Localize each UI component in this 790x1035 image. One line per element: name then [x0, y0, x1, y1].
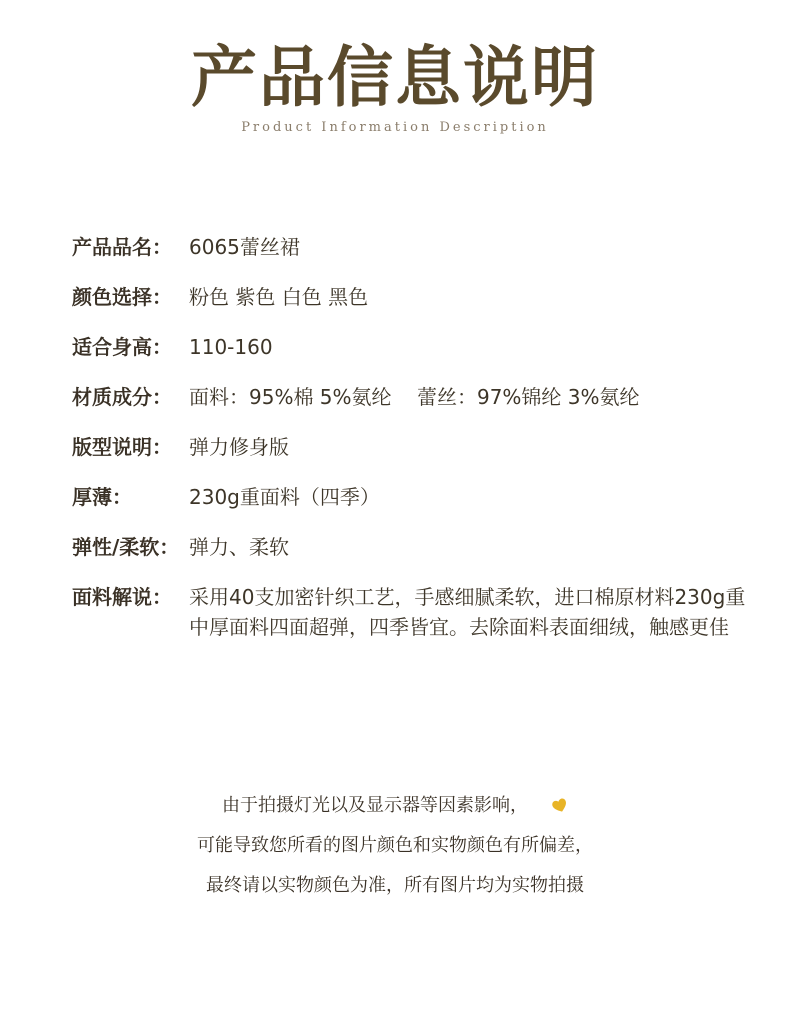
spec-value: 采用40支加密针织工艺，手感细腻柔软，进口棉原材料230g重中厚面料四面超弹，四季皆宜。去除面料表面细绒，触感更佳 [189, 585, 746, 639]
color-disclaimer [0, 793, 790, 913]
disclaimer-line-3: 最终请以实物颜色为准，所有图片均为实物拍摄 [206, 875, 584, 896]
spec-label: 版型说明： [72, 435, 172, 459]
spec-value: 弹力、柔软 [189, 535, 289, 559]
spec-label: 材质成分： [72, 385, 172, 409]
spec-row-thickness [72, 482, 762, 512]
page-title: 产品信息说明 [191, 39, 599, 116]
spec-label: 适合身高： [72, 335, 172, 359]
heart-icon [552, 798, 568, 814]
page-subtitle: Product Information Description [241, 120, 549, 135]
disclaimer-line-1 [0, 793, 790, 819]
spec-value: 6065蕾丝裙 [189, 235, 300, 259]
product-spec-list [72, 232, 762, 662]
spec-row-name [72, 232, 762, 262]
spec-label: 颜色选择： [72, 285, 172, 309]
spec-row-colors [72, 282, 762, 312]
spec-label: 产品品名： [72, 235, 172, 259]
spec-value: 面料：95%棉 5%氨纶 蕾丝：97%锦纶 3%氨纶 [189, 385, 640, 409]
spec-value: 230g重面料（四季） [189, 485, 380, 509]
spec-row-elasticity [72, 532, 762, 562]
spec-label: 厚薄： [72, 485, 132, 509]
spec-value: 粉色 紫色 白色 黑色 [189, 285, 369, 309]
spec-value: 弹力修身版 [189, 435, 289, 459]
spec-row-fabric [72, 582, 762, 642]
disclaimer-line-2: 可能导致您所看的图片颜色和实物颜色有所偏差， [197, 835, 593, 856]
spec-value: 110-160 [189, 335, 273, 359]
spec-row-height [72, 332, 762, 362]
page-header [0, 38, 790, 135]
spec-row-material [72, 382, 762, 412]
spec-label: 面料解说： [72, 585, 172, 609]
disclaimer-text: 由于拍摄灯光以及显示器等因素影响， [222, 795, 528, 816]
spec-label: 弹性/柔软： [72, 535, 180, 559]
spec-row-fit [72, 432, 762, 462]
